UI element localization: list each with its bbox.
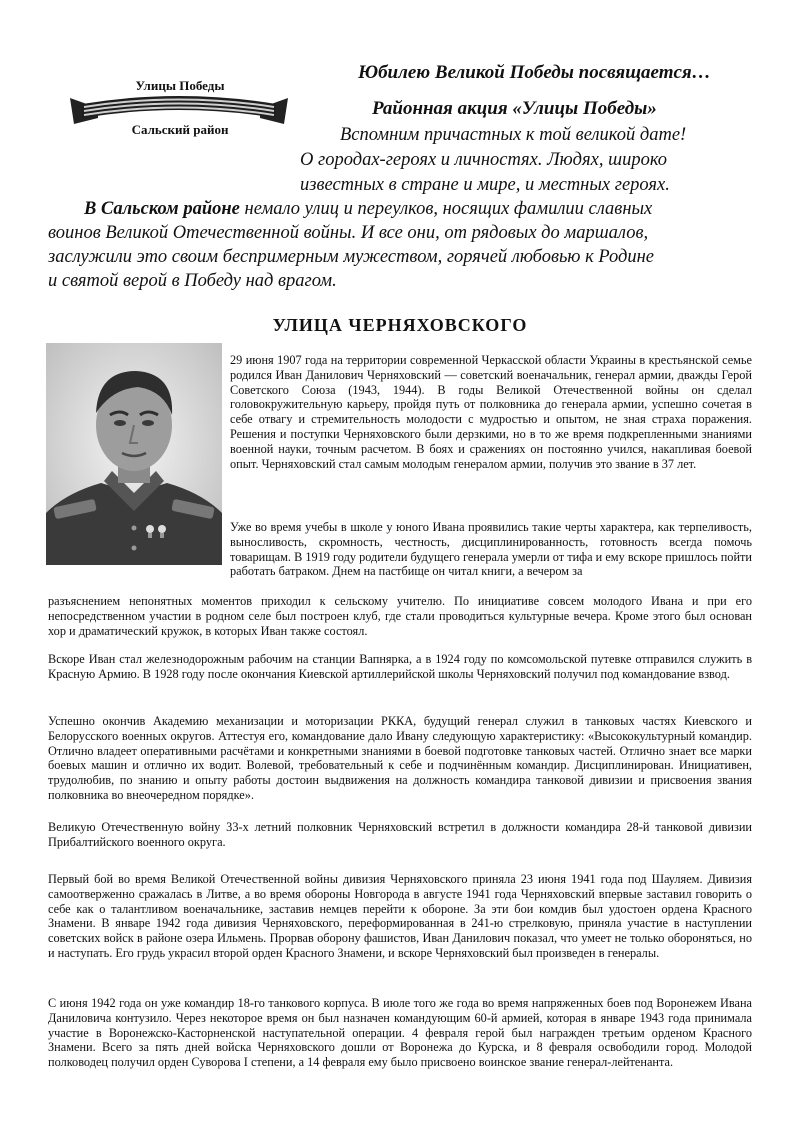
paragraph-3 [48,652,752,682]
paragraph-5 [48,820,752,850]
paragraph-1-text: 29 июня 1907 года на территории современной Черкасской области Украины в крестьянской семье родился Иван Данилович Черняховский — советский военачальник, генерал армии, дважды Герой Советского Союза (1943, 1944). В годы Великой Отечественной войны он сделал головокружительную карьеру, пройдя путь от полковника до генерала армии, успешно сочетая в себе отвагу и стремительность молодости с мудростью и опытом, не зная страха поражения. Решения и поступки Черняховского были дерзкими, но в то же время подкрепленными знаниями военной науки, точным расчетом. В боях и сражениях он постоянно учился, накапливая боевой опыт. Черняховский стал самым молодым генералом армии, получив это звание в 37 лет. [230,353,752,471]
logo-bottom-text: Сальский район [131,122,229,137]
paragraph-4-text: Успешно окончив Академию механизации и моторизации РККА, будущий генерал служил в танковых частях Киевского и Белорусского военных округов. Аттестуя его, командование дало Ивану следующую характеристику: «Высококультурный командир. Отлично владеет оперативными расчётами и конкретными знаниями в боевой подготовке танковых частей. Отлично знает все марки боевых машин и отлично их водит. Волевой, требовательный к себе и подчинённым командир. Дисциплинирован. Инициативен, трудолюбив, по знанию и опыту работы достоин выдвижения на должность командира танковой дивизии и присвоения звания полковника во внеочередном порядке». [48,714,752,802]
jubilee-heading: Юбилею Великой Победы посвящается… [358,62,711,83]
paragraph-7-text: С июня 1942 года он уже командир 18-го танкового корпуса. В июле того же года во время напряженных боев под Воронежем Ивана Даниловича контузило. Через некоторое время он был назначен командующим 60-й армией, которая в январе 1943 года принимала участие в Воронежско-Касторненской наступательной операции. 4 февраля герой был награжден третьим орденом Красного Знамени. Всего за пять дней войска Черняховского дошли от Воронежа до Курска, и 8 февраля освободили город. Молодой полководец получил орден Суворова I степени, а 14 февраля ему было присвоено воинское звание генерал-лейтенанта. [48,996,752,1070]
portrait-photo [46,343,222,565]
paragraph-6 [48,872,752,961]
paragraph-3-text: Вскоре Иван стал железнодорожным рабочим на станции Вапнярка, а в 1924 году по комсомольской путевке отправился служить в Красную Армию. В 1928 году после окончания Киевской артиллерийской школы Черняховский получил под командование взвод. [48,652,752,681]
paragraph-7 [48,996,752,1070]
paragraph-2a [230,520,752,579]
intro-bold-lead: В Сальском районе [84,199,240,219]
article-title: УЛИЦА ЧЕРНЯХОВСКОГО [272,315,528,335]
intro-line-3: известных в стране и мире, и местных героях. [300,175,670,195]
paragraph-1 [230,353,752,471]
intro-line-4-rest: немало улиц и переулков, носящих фамилии славных [239,199,653,219]
paragraph-2a-text: Уже во время учебы в школе у юного Ивана проявились такие черты характера, как терпеливость, выносливость, скромность, честность, дисциплинированность, готовность всегда помочь товарищам. В 1919 году родители будущего генерала умерли от тифа и ему вскоре пришлось пойти работать батраком. Днем на пастбище он читал книги, а вечером за [230,520,752,579]
paragraph-5-text: Великую Отечественную войну 33-х летний полковник Черняховский встретил в должности командира 28-й танковой дивизии Прибалтийского военного округа. [48,820,752,849]
paragraph-4 [48,714,752,803]
intro-line-5: воинов Великой Отечественной войны. И все они, от рядовых до маршалов, [48,223,649,243]
intro-line-4 [84,198,652,220]
paragraph-6-text: Первый бой во время Великой Отечественной войны дивизия Черняховского приняла 23 июня 1941 года под Шауляем. Дивизия самоотверженно сражалась в Литве, а во время обороны Новгорода в августе 1941 года Черняховский впервые заставил говорить о себе как о талантливом военачальнике, заставив немцев перейти к обороне. За эти бои комдив был удостоен ордена Красного Знамени. В январе 1942 года дивизия Черняховского, переформированная в 241-ю стрелковую, приняла участие в наступлении советских войск в районе озера Ильмень. Прорвав оборону фашистов, Иван Данилович показал, что умеет не только обороняться, но и наступать. Его грудь украсил второй орден Красного Знамени, и вскоре Черняховский был произведен в генералы. [48,872,752,960]
action-heading: Районная акция «Улицы Победы» [372,98,657,119]
intro-line-6: заслужили это своим беспримерным мужеством, горячей любовью к Родине [48,247,655,267]
paragraph-2b [48,594,752,638]
intro-line-1: Вспомним причастных к той великой дате! [340,125,687,145]
intro-line-7: и святой верой в Победу над врагом. [48,271,337,291]
intro-line-2: О городах-героях и личностях. Людях, широко [300,150,668,170]
logo-top-text: Улицы Победы [135,78,225,93]
paragraph-2b-text: разъяснением непонятных моментов приходил к сельскому учителю. По инициативе совсем молодого Ивана и при его непосредственном участии в родном селе был построен клуб, где стали проводиться культурные вечера. Кроме этого был основан хор и драматический кружок, в которых Иван также состоял. [48,594,752,638]
